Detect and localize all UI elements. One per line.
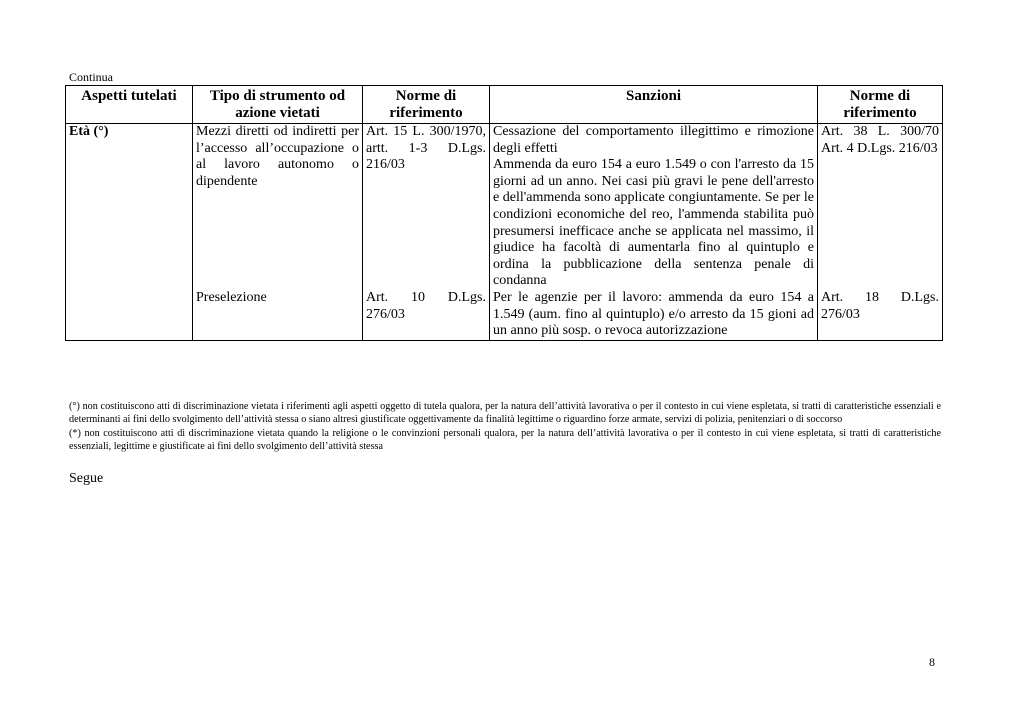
instrument-cell: Preselezione <box>193 290 363 340</box>
column-header-sanzioni: Sanzioni <box>490 86 818 124</box>
footnote: (°) non costituiscono atti di discriminazione vietata i riferimenti agli aspetti oggetto di tutela qualora, per la natura dell’attività lavorativa o per il contesto in cui viene espletata, si tratti di caratteristiche essenziali e determinanti ai fini dello svolgimento dell’attività stessa o siano altresì giustificate oggettivamente da finalità legittime o riguardino forze armate, servizi di polizia, penitenziari o di soccorso <box>69 401 941 426</box>
sanctions-cell <box>490 124 818 290</box>
column-header-norme: Norme di riferimento <box>363 86 490 124</box>
norms-cell: Art. 15 L. 300/1970, artt. 1-3 D.Lgs. 216/03 <box>363 124 490 290</box>
norms-cell: Art. 10 D.Lgs. 276/03 <box>363 290 490 340</box>
sanctions-cell: Per le agenzie per il lavoro: ammenda da euro 154 a 1.549 (aum. fino al quintuplo) e/o arresto da 15 gioni ad un anno più sosp. o revoca autorizzazione <box>490 290 818 340</box>
segue-label: Segue <box>69 471 104 486</box>
table-header-row <box>66 86 943 124</box>
instrument-cell: Mezzi diretti od indiretti per l’accesso all’occupazione o al lavoro autonomo o dipendente <box>193 124 363 290</box>
continua-label: Continua <box>69 70 113 84</box>
sanction-norms-cell: Art. 18 D.Lgs. 276/03 <box>818 290 943 340</box>
discrimination-sanctions-table <box>65 85 943 341</box>
footnote: (*) non costituiscono atti di discriminazione vietata quando la religione o le convinzioni personali qualora, per la natura dell’attività lavorativa o per il contesto in cui viene espletata, si tratti di caratteristiche essenziali, legittime e giustificate ai fini dello svolgimento dell’attività stessa <box>69 427 941 452</box>
footnotes <box>69 400 941 453</box>
aspect-cell: Età (°) <box>66 124 193 290</box>
table-row <box>66 290 943 340</box>
column-header-norme-sanzioni: Norme di riferimento <box>818 86 943 124</box>
column-header-tipo-strumento: Tipo di strumento od azione vietati <box>193 86 363 124</box>
column-header-aspetti: Aspetti tutelati <box>66 86 193 124</box>
page-number: 8 <box>929 655 935 669</box>
sanction-norms-cell: Art. 38 L. 300/70 Art. 4 D.Lgs. 216/03 <box>818 124 943 290</box>
sanctions-paragraph: Cessazione del comportamento illegittimo e rimozione degli effetti <box>493 124 814 156</box>
table-row <box>66 124 943 290</box>
sanctions-paragraph: Ammenda da euro 154 a euro 1.549 o con l'arresto da 15 giorni ad un anno. Nei casi più gravi le pene dell'arresto e dell'ammenda sono applicate congiuntamente. Se per le condizioni economiche del reo, l'ammenda stabilita può presumersi inefficace anche se applicata nel massimo, il giudice ha facoltà di aumentarla fino al quintuplo e ordina la pubblicazione della sentenza penale di condanna <box>493 157 814 289</box>
aspect-cell <box>66 290 193 340</box>
